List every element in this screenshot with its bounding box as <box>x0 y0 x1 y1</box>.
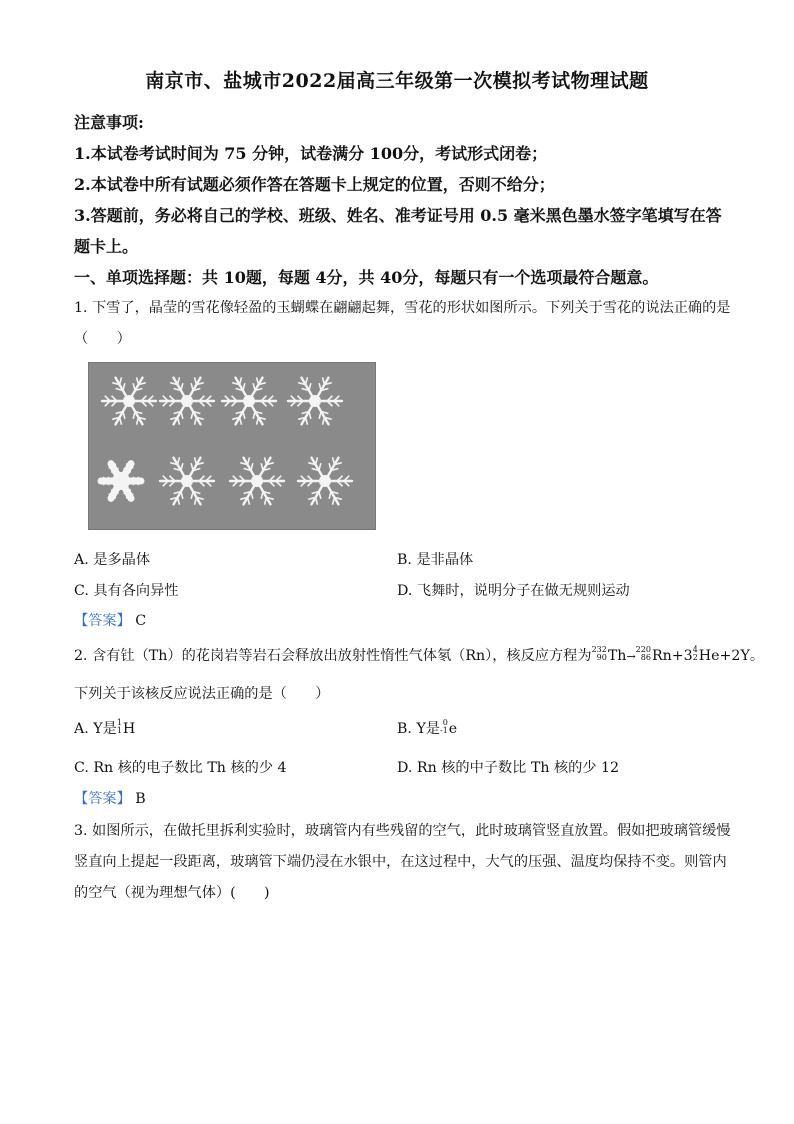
q2-option-b: B. Y是 0 -1 e <box>397 718 458 737</box>
snowflake <box>230 457 284 504</box>
q2-stem-text: 2. 含有钍（Th）的花岗岩等岩石会释放出放射性惰性气体氡（Rn），核反应方程为 <box>74 648 592 664</box>
nuclide-he: 4 2 He+2Y。 <box>692 645 765 664</box>
q1-option-d: D. 飞舞时，说明分子在做无规则运动 <box>397 583 630 599</box>
snowflake <box>101 463 141 498</box>
snowflake <box>160 457 214 504</box>
snowflake <box>288 377 342 424</box>
q2-option-c: C. Rn 核的电子数比 Th 核的少 4 <box>74 760 287 776</box>
q1-stem-paren: （ ） <box>74 331 131 347</box>
snowflake <box>222 377 276 424</box>
answer-tag: 【答案】 <box>74 791 131 807</box>
notice-heading: 注意事项: <box>74 113 144 132</box>
page-title: 南京市、盐城市2022届高三年级第一次模拟考试物理试题 <box>145 70 649 92</box>
q1-stem: 1. 下雪了，晶莹的雪花像轻盈的玉蝴蝶在翩翩起舞，雪花的形状如图所示。下列关于雪花的说法正确的是 <box>74 300 731 316</box>
snowflake <box>102 377 156 424</box>
snowflake <box>160 377 214 424</box>
answer-tag: 【答案】 <box>74 613 131 629</box>
q2-stem-2: 下列关于该核反应说法正确的是（ ） <box>74 686 330 702</box>
q1-answer <box>74 610 146 630</box>
q3-stem-1: 3. 如图所示，在做托里拆利实验时，玻璃管内有些残留的空气，此时玻璃管竖直放置。假如把玻璃管缓慢 <box>74 823 731 839</box>
q1-option-c: C. 具有各向异性 <box>74 583 179 599</box>
notice-item-1: 1.本试卷考试时间为 75 分钟，试卷满分 100分，考试形式闭卷； <box>74 144 548 163</box>
q2-option-a: A. Y是 1 1 H <box>74 718 136 737</box>
snowflake-photo-icon <box>89 363 375 529</box>
snowflake-figure <box>88 362 376 530</box>
q3-stem-3: 的空气（视为理想气体）( ) <box>74 885 270 901</box>
snowflake <box>298 457 352 504</box>
q1-option-a: A. 是多晶体 <box>74 552 151 568</box>
q2-stem <box>74 645 764 665</box>
notice-item-2: 2.本试卷中所有试题必须作答在答题卡上规定的位置，否则不给分； <box>74 175 555 194</box>
q2-option-d: D. Rn 核的中子数比 Th 核的少 12 <box>397 760 620 776</box>
nuclide-th: 232 90 Th <box>591 645 627 664</box>
notice-item-3: 3.答题前，务必将自己的学校、班级、姓名、准考证号用 0.5 毫米黑色墨水签字笔填写在答 <box>74 206 722 225</box>
answer-value: C <box>135 613 147 629</box>
q2-answer <box>74 788 146 808</box>
section-heading: 一、单项选择题：共 10题，每题 4分，共 40分，每题只有一个选项最符合题意。 <box>74 268 659 287</box>
q1-option-b: B. 是非晶体 <box>397 552 474 568</box>
notice-item-3-cont: 题卡上。 <box>74 237 139 256</box>
answer-value: B <box>135 791 146 807</box>
q3-stem-2: 竖直向上提起一段距离，玻璃管下端仍浸在水银中，在这过程中，大气的压强、温度均保持不变。则管内 <box>74 854 727 870</box>
arrow-icon: → <box>626 650 636 663</box>
nuclide-rn: 220 86 Rn+3 <box>635 645 693 664</box>
